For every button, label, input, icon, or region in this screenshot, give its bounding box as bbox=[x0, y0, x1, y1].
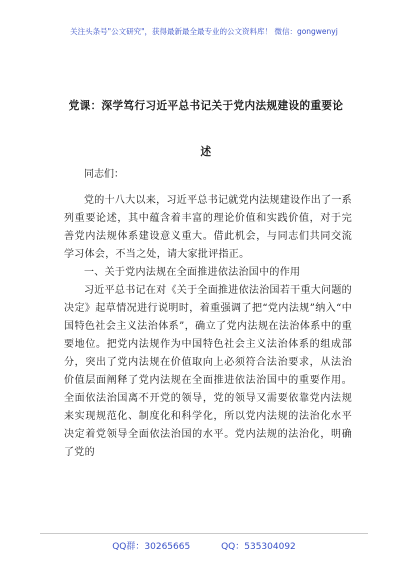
footer-qq-group: QQ群：30265665 bbox=[112, 542, 191, 552]
document-title-line-2: 述 bbox=[200, 146, 212, 158]
section-heading-1: 一、关于党内法规在全面推进依法治国中的作用 bbox=[84, 267, 301, 278]
salutation: 同志们： bbox=[84, 169, 124, 180]
header-banner: 关注头条号"公文研究"，获得最新最全最专业的公文资料库！ 微信：gongwenyj bbox=[70, 27, 338, 36]
document-body bbox=[64, 166, 352, 462]
document-title-line-1: 党课：深学笃行习近平总书记关于党内法规建设的重要论 bbox=[68, 100, 344, 112]
footer-divider bbox=[40, 533, 368, 534]
footer bbox=[0, 539, 408, 552]
footer-qq: QQ：535304092 bbox=[221, 542, 296, 552]
paragraph-intro: 党的十八大以来，习近平总书记就党内法规建设作出了一系列重要论述，其中蕴含着丰富的理论价值和实践价值，对于完善党内法规体系建设意义重大。借此机会，与同志们共同交流学习体会，不当之处，请大家批评指正。 bbox=[64, 195, 352, 260]
paragraph-section-1: 习近平总书记在对《关于全面推进依法治国若干重大问题的决定》起草情况进行说明时，着重强调了把“党内法规”纳入“中国特色社会主义法治体系”，确立了党内法规在法治体系中的重要地位。把党内法规作为中国特色社会主义法治体系的组成部分，突出了党内法规在价值取向上必须符合法治要求，从法治价值层面阐释了党内法规在全面推进依法治国中的重要作用。全面依法治国离不开党的领导，党的领导又需要依靠党内法规来实现规范化、制度化和科学化，所以党内法规的法治化水平决定着党领导全面依法治国的水平。党内法规的法治化，明确了党的 bbox=[64, 285, 352, 458]
